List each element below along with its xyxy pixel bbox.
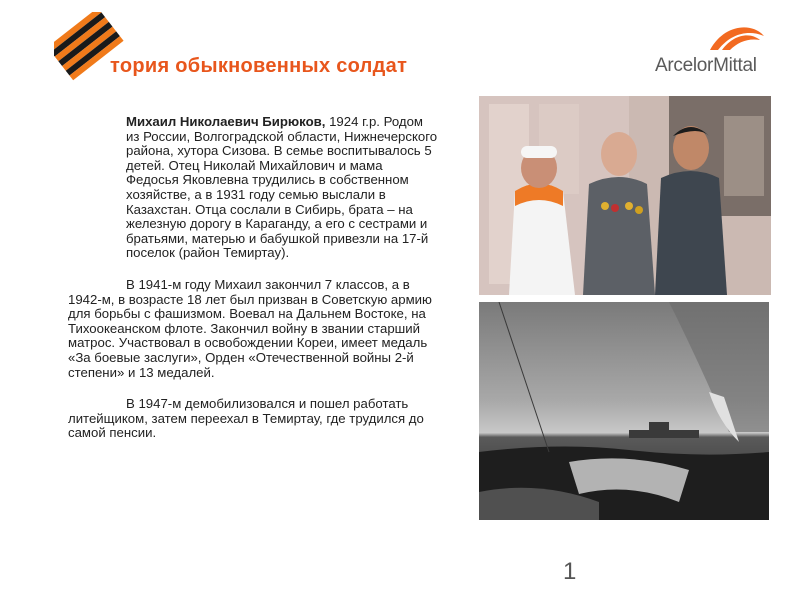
paragraph-1 bbox=[68, 115, 438, 261]
naval-battle-photo bbox=[479, 302, 769, 520]
page-number: 1 bbox=[563, 558, 577, 585]
paragraph-1-text: 1924 г.р. Родом из России, Волгоградской области, Нижнечерского района, хутора Сизова. В семье воспитывалось 5 детей. Отец Николай Михайлович и мама Федосья Яковлевна трудились в собственном хозяйстве, а в 1931 году семью выслали в Казахстан. Отца сослали в Сибирь, брата – на железную дорогу в Караганду, а его с сестрами и братьями, матерью и бабушкой привезли на 17-й поселок (район Темиртау). bbox=[126, 114, 438, 261]
person-name: Михаил Николаевич Бирюков, bbox=[126, 114, 326, 129]
veteran-photo bbox=[479, 96, 771, 295]
slide-title: тория обыкновенных солдат bbox=[110, 55, 408, 77]
biography-text bbox=[68, 115, 438, 458]
paragraph-2: В 1941-м году Михаил закончил 7 классов, а в 1942-м, в возрасте 18 лет был призван в Советскую армию для борьбы с фашизмом. Воевал на Дальнем Востоке, на Тихоокеанском флоте. Закончил войну в звании старший матрос. Участвовал в освобождении Кореи, имеет медаль «За боевые заслуги», Орден «Отечественной войны 2-й степени» и 13 медалей. bbox=[68, 276, 432, 380]
paragraph-3: В 1947-м демобилизовался и пошел работать литейщиком, затем переехал в Темиртау, где трудился до самой пенсии. bbox=[68, 396, 424, 441]
st-george-ribbon-icon bbox=[54, 12, 132, 92]
logo-wordmark: ArcelorMittal bbox=[655, 55, 757, 76]
